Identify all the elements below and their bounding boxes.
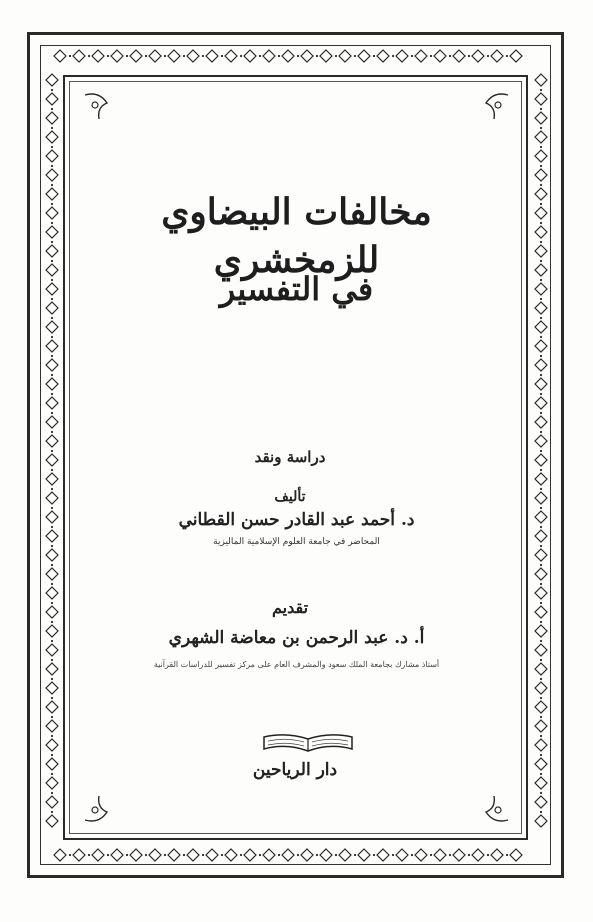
publisher-name: دار الرياحين (252, 760, 338, 780)
study-label: دراسة ونقد (254, 448, 326, 466)
author-role: المحاضر في جامعة العلوم الإسلامية الماليزية (213, 537, 380, 547)
open-book-icon (262, 733, 354, 755)
book-title: مخالفات البيضاوي للزمخشري (161, 191, 432, 281)
author-label: تأليف (274, 489, 306, 505)
intro-role: أستاذ مشارك بجامعة الملك سعود والمشرف العام على مركز تفسير للدراسات القرآنية (153, 660, 440, 669)
author-name: د. أحمد عبد القادر حسن القطاني (178, 510, 415, 530)
book-subtitle: في التفسير (219, 270, 374, 308)
intro-label: تقديم (271, 598, 309, 617)
intro-name: أ. د. عبد الرحمن بن معاضة الشهري (168, 628, 425, 648)
